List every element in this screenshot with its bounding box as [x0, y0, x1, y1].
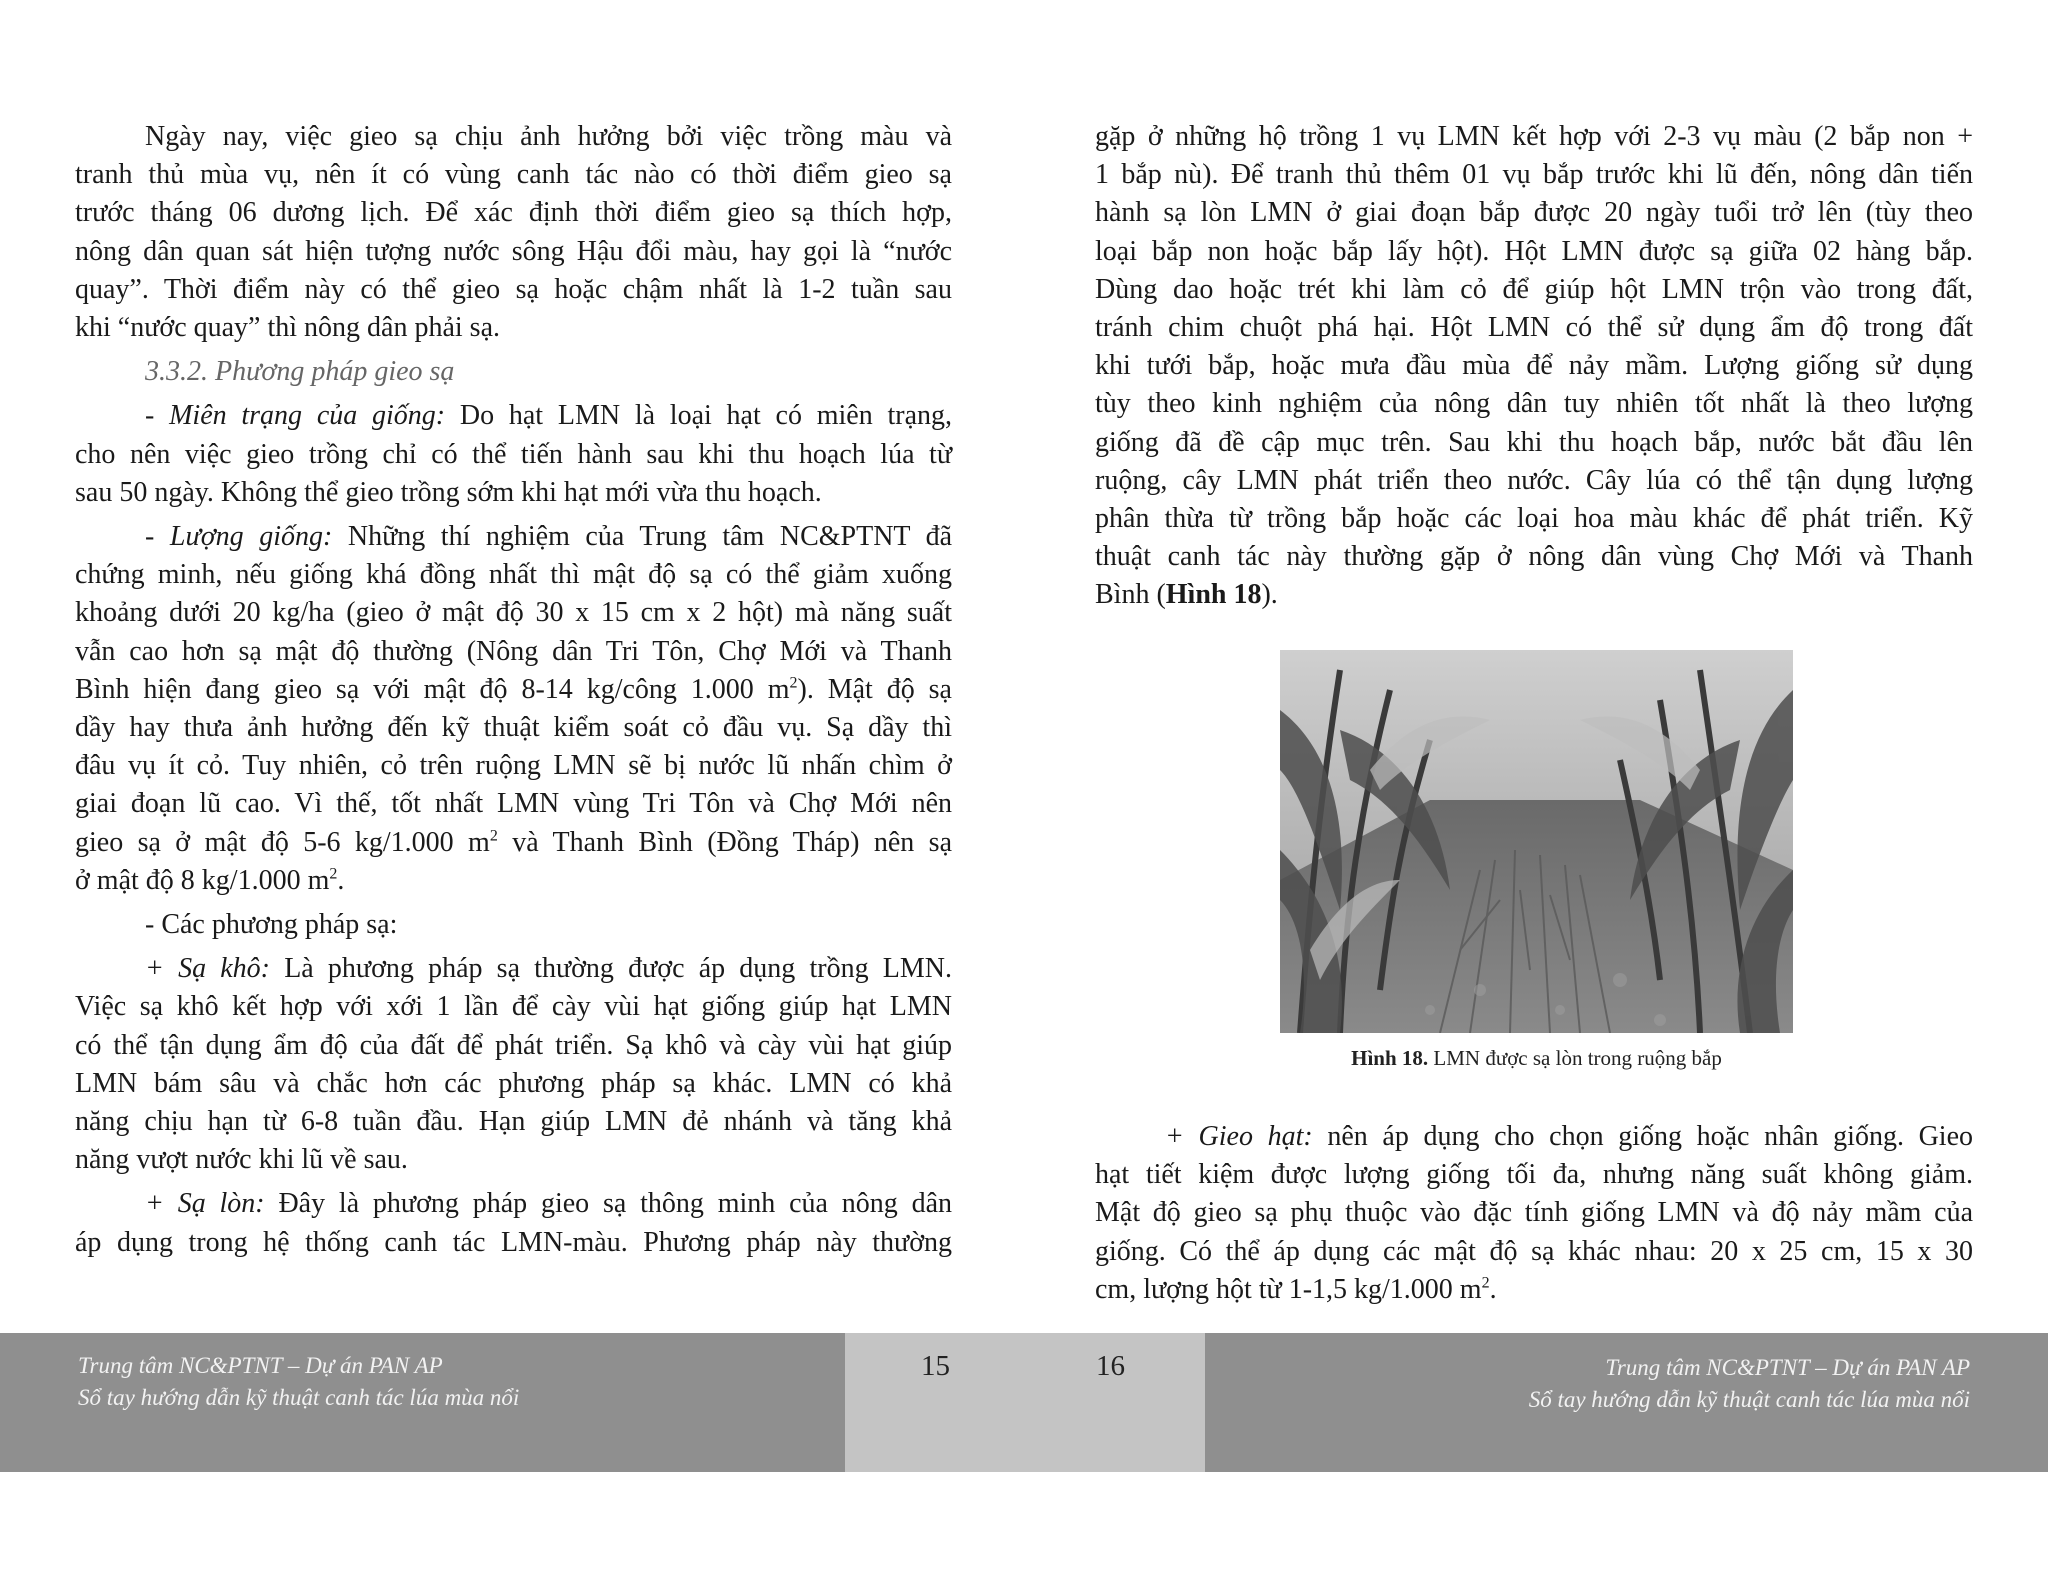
relay-seeding-paragraph: + Sạ lòn: Đây là phương pháp gieo sạ thông minh của nông dân áp dụng trong hệ thống canh tác LMN-màu. Phương pháp này thường [75, 1188, 953, 1258]
right-page [1095, 118, 1973, 615]
left-page [75, 118, 952, 1262]
footer-right-text: Trung tâm NC&PTNT – Dự án PAN AP Sổ tay hướng dẫn kỹ thuật canh tác lúa mùa nổi [1528, 1355, 1970, 1412]
direct-sowing-paragraph: + Gieo hạt: nên áp dụng cho chọn giống hoặc nhân giống. Gieo hạt tiết kiệm được lượng giống tối đa, nhưng năng suất không giảm. Mật độ gieo sạ phụ thuộc vào đặc tính giống LMN và độ nảy mầm của giống. Có thể áp dụng các mật độ sạ khác nhau: 20 x 25 cm, 15 x 30 cm, lượng hột từ 1-1,5 kg/1.000 $m^2$. [1095, 1121, 1973, 1305]
seed-rate-paragraph: - Lượng giống: Những thí nghiệm của Trung tâm NC&PTNT đã chứng minh, nếu giống khá đồng nhất thì mật độ sạ có thể giảm xuống khoảng dưới 20 kg/ha (gieo ở mật độ 30 x 15 cm x 2 hột) mà năng suất vẫn cao hơn sạ mật độ thường (Nông dân Tri Tôn, Chợ Mới và Thanh Bình hiện đang gieo sạ với mật độ 8-14 kg/công 1.000 $m^2$). Mật độ sạ dầy hay thưa ảnh hưởng đến kỹ thuật kiểm soát cỏ đầu vụ. Sạ dầy thì đâu vụ ít cỏ. Tuy nhiên, cỏ trên ruộng LMN sẽ bị nước lũ nhấn chìm ở giai đoạn lũ cao. Vì thế, tốt nhất LMN vùng Tri Tôn và Chợ Mới nên gieo sạ ở mật độ 5-6 kg/1.000 $m^2$ và Thanh Bình (Đồng Tháp) nên sạ ở mật độ 8 kg/1.000 $m^2$. [75, 521, 952, 896]
figure-caption: Hình 18. LMN được sạ lòn trong ruộng bắp [1351, 1046, 1722, 1070]
dry-seeding-paragraph: + Sạ khô: Là phương pháp sạ thường được áp dụng trồng LMN. Việc sạ khô kết hợp với xới 1 lần để cày vùi hạt giống giúp hạt LMN có thể tận dụng ẩm độ của đất để phát triển. Sạ khô và cày vùi hạt giúp LMN bám sâu và chắc hơn các phương pháp sạ khác. LMN có khả năng chịu hạn từ 6-8 tuần đầu. Hạn giúp LMN đẻ nhánh và tăng khả năng vượt nước khi lũ về sau. [75, 953, 952, 1176]
page-number-right: 16 [1096, 1350, 1125, 1382]
relay-seeding-continued: gặp ở những hộ trồng 1 vụ LMN kết hợp với 2-3 vụ màu (2 bắp non + 1 bắp nù). Để tranh thủ thêm 01 vụ bắp trước khi lũ đến, nông dân tiến hành sạ lòn LMN ở giai đoạn bắp được 20 ngày tuổi trở lên (tùy theo loại bắp non hoặc bắp lấy hột). Hột LMN được sạ giữa 02 hàng bắp. Dùng dao hoặc trét khi làm cỏ để giúp hột LMN trộn vào trong đất, tránh chim chuột phá hại. Hột LMN có thể sử dụng ẩm độ trong đất khi tưới bắp, hoặc mưa đầu mùa để nảy mầm. Lượng giống sử dụng tùy theo kinh nghiệm của nông dân tuy nhiên tốt nhất là theo lượng giống đã đề cập mục trên. Sau khi thu hoạch bắp, nước bắt đầu lên ruộng, cây LMN phát triển theo nước. Cây lúa có thể tận dụng lượng phân thừa từ trồng bắp hoặc các loại hoa màu khác để phát triển. Kỹ thuật canh tác này thường gặp ở nông dân vùng Chợ Mới và Thanh Bình (Hình 18). [1095, 121, 1973, 611]
section-heading: 3.3.2. Phương pháp gieo sạ [145, 356, 455, 388]
page-number-left: 15 [921, 1350, 950, 1382]
right-page-bottom [1095, 1118, 1973, 1309]
figure-reference: Hình 18 [1165, 579, 1262, 611]
dormancy-paragraph: - Miên trạng của giống: Do hạt LMN là loại hạt có miên trạng, cho nên việc gieo trồng chỉ có thể tiến hành sau khi thu hoạch lúa từ sau 50 ngày. Không thể gieo trồng sớm khi hạt mới vừa thu hoạch. [75, 400, 952, 508]
corn-field-photo [1280, 650, 1793, 1033]
footer-band-center [845, 1333, 1205, 1472]
intro-paragraph: Ngày nay, việc gieo sạ chịu ảnh hưởng bởi việc trồng màu và tranh thủ mùa vụ, nên ít có vùng canh tác nào có thời điểm gieo sạ trước tháng 06 dương lịch. Để xác định thời điểm gieo sạ thích hợp, nông dân quan sát hiện tượng nước sông Hậu đổi màu, hay gọi là “nước quay”. Thời điểm này có thể gieo sạ hoặc chậm nhất là 1-2 tuần sau khi “nước quay” thì nông dân phải sạ. [75, 121, 952, 344]
footer-left-text: Trung tâm NC&PTNT – Dự án PAN AP Sổ tay hướng dẫn kỹ thuật canh tác lúa mùa nổi [78, 1353, 520, 1410]
methods-intro: - Các phương pháp sạ: [145, 909, 398, 941]
